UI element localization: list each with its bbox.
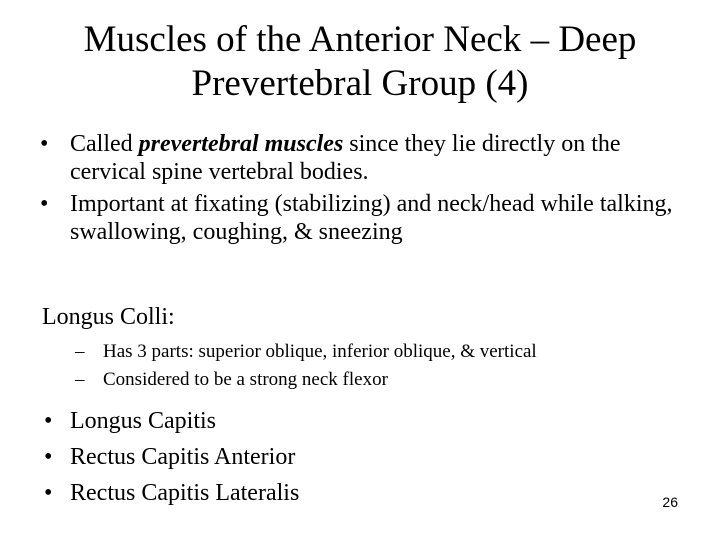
- intro-bullet-list: [40, 130, 700, 250]
- bullet-text: Important at fixating (stabilizing) and neck/head while talking, swallowing, coughing, & sneezing: [70, 191, 673, 245]
- slide-title-line-1: Muscles of the Anterior Neck – Deep: [83, 19, 637, 60]
- bullet-prevertebral-definition: [40, 130, 700, 186]
- longus-colli-heading: Longus Colli:: [42, 304, 175, 330]
- bullet-text-after: since they lie directly on the cervical spine vertebral bodies.: [70, 131, 621, 185]
- muscle-rectus-capitis-anterior: • Rectus Capitis Anterior: [44, 439, 299, 475]
- muscle-longus-capitis: • Longus Capitis: [44, 403, 299, 439]
- muscle-rectus-capitis-lateralis: • Rectus Capitis Lateralis: [44, 475, 299, 511]
- bullet-emphasis: prevertebral muscles: [138, 131, 344, 157]
- sub-bullet-parts: – Has 3 parts: superior oblique, inferior oblique, & vertical: [75, 338, 537, 366]
- sub-bullet-flexor: – Considered to be a strong neck flexor: [75, 366, 537, 394]
- longus-colli-sub-list: [75, 338, 537, 394]
- slide-title-line-2: Prevertebral Group (4): [191, 63, 529, 104]
- page-number: 26: [662, 494, 678, 510]
- slide-title: [0, 18, 720, 106]
- muscle-list: [44, 403, 299, 511]
- bullet-function: [40, 190, 700, 246]
- bullet-text-before: Called: [70, 131, 139, 157]
